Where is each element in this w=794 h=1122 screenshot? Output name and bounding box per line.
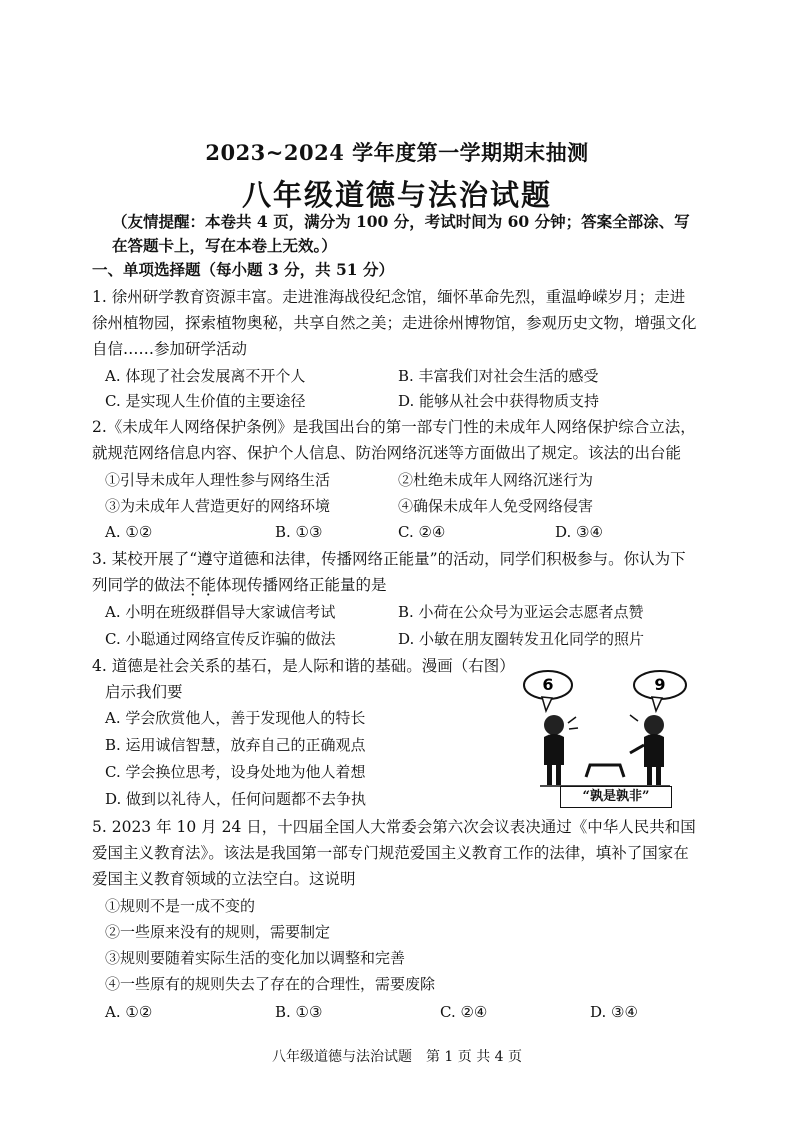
question-5-option-a: A. ①② [105, 1003, 153, 1021]
question-5-statement-3: ③规则要随着实际生活的变化加以调整和完善 [105, 949, 406, 967]
question-4-stem-line1: 4. 道德是社会关系的基石，是人际和谐的基础。漫画（右图） [92, 657, 515, 675]
question-1-option-c: C. 是实现人生价值的主要途径 [105, 392, 306, 410]
cartoon-illustration [520, 665, 690, 805]
question-4-stem-line2: 启示我们要 [105, 683, 183, 701]
question-1-option-a: A. 体现了社会发展离不开个人 [105, 367, 306, 385]
question-2-option-a: A. ①② [105, 523, 153, 541]
page-footer: 八年级道德与法治试题 第 1 页 共 4 页 [271, 1049, 523, 1065]
question-4-option-a: A. 学会欣赏他人，善于发现他人的特长 [105, 709, 366, 727]
question-3-option-c: C. 小聪通过网络宣传反诈骗的做法 [105, 630, 336, 648]
question-3-option-a: A. 小明在班级群倡导大家诚信考试 [105, 603, 336, 621]
question-2-option-c: C. ②④ [398, 523, 446, 541]
question-2-option-d: D. ③④ [555, 523, 603, 541]
question-5-statement-1: ①规则不是一成不变的 [105, 897, 256, 915]
left-person-head [544, 715, 564, 735]
left-bubble-number: 6 [542, 675, 554, 694]
question-2-option-b: B. ①③ [275, 523, 323, 541]
question-5-option-c: C. ②④ [440, 1003, 488, 1021]
exam-tip: （友情提醒：本卷共 4 页，满分为 100 分，考试时间为 60 分钟；答案全部涂、写在答题卡上，写在本卷上无效。） [112, 212, 690, 255]
question-5-option-d: D. ③④ [590, 1003, 638, 1021]
question-2-stem: 2.《未成年人网络保护条例》是我国出台的第一部专门性的未成年人网络保护综合立法，就规范网络信息内容、保护个人信息、防治网络沉迷等方面做出了规定。该法的出台能 [92, 418, 696, 462]
question-2-statement-1: ①引导未成年人理性参与网络生活 [105, 471, 331, 489]
question-3-option-d: D. 小敏在朋友圈转发丑化同学的照片 [398, 630, 645, 648]
question-5-statement-2: ②一些原来没有的规则，需要制定 [105, 923, 331, 941]
right-person-head [644, 715, 664, 735]
question-3-stem-part1: 3. 某校开展了“遵守道德和法律，传播网络正能量”的活动，同学们积极参与。你认为下列同学的做法 [92, 550, 686, 594]
question-3-option-b: B. 小荷在公众号为亚运会志愿者点赞 [398, 603, 644, 621]
question-5-statement-4: ④一些原有的规则失去了存在的合理性，需要废除 [105, 975, 436, 993]
question-1-stem: 1. 徐州研学教育资源丰富。走进淮海战役纪念馆，缅怀革命先烈，重温峥嵘岁月；走进徐州植物园，探索植物奥秘，共享自然之美；走进徐州博物馆，参观历史文物，增强文化自信……参加研学活动 [92, 288, 697, 358]
question-4-option-b: B. 运用诚信智慧，放弃自己的正确观点 [105, 736, 366, 754]
exam-title-term: 2023~2024 学年度第一学期期末抽测 [205, 140, 589, 165]
question-2-statement-2: ②杜绝未成年人网络沉迷行为 [398, 471, 594, 489]
question-3-stem [92, 546, 697, 598]
question-2-statement-3: ③为未成年人营造更好的网络环境 [105, 497, 331, 515]
question-5-stem: 5. 2023 年 10 月 24 日，十四届全国人大常委会第六次会议表决通过《中华人民共和国爱国主义教育法》。该法是我国第一部专门规范爱国主义教育工作的法律，填补了国家在爱国主义教育领域的立法空白。这说明 [92, 818, 696, 888]
question-2-statement-4: ④确保未成年人免受网络侵害 [398, 497, 594, 515]
question-4-option-c: C. 学会换位思考，设身处地为他人着想 [105, 763, 366, 781]
exam-title-subject: 八年级道德与法治试题 [241, 178, 552, 212]
question-3-emphasis-bu: 不 [185, 576, 201, 594]
question-1-option-b: B. 丰富我们对社会生活的感受 [398, 367, 599, 385]
right-bubble-number: 9 [654, 675, 666, 694]
question-4-option-d: D. 做到以礼待人，任何问题都不去争执 [105, 790, 367, 808]
section-heading: 一、单项选择题（每小题 3 分，共 51 分） [92, 260, 394, 279]
cartoon-caption: “孰是孰非” [560, 786, 672, 808]
question-3-emphasis-neng: 能 [200, 576, 217, 594]
question-3-stem-part2: 体现传播网络正能量的是 [216, 576, 387, 594]
question-5-option-b: B. ①③ [275, 1003, 323, 1021]
question-1-option-d: D. 能够从社会中获得物质支持 [398, 392, 600, 410]
